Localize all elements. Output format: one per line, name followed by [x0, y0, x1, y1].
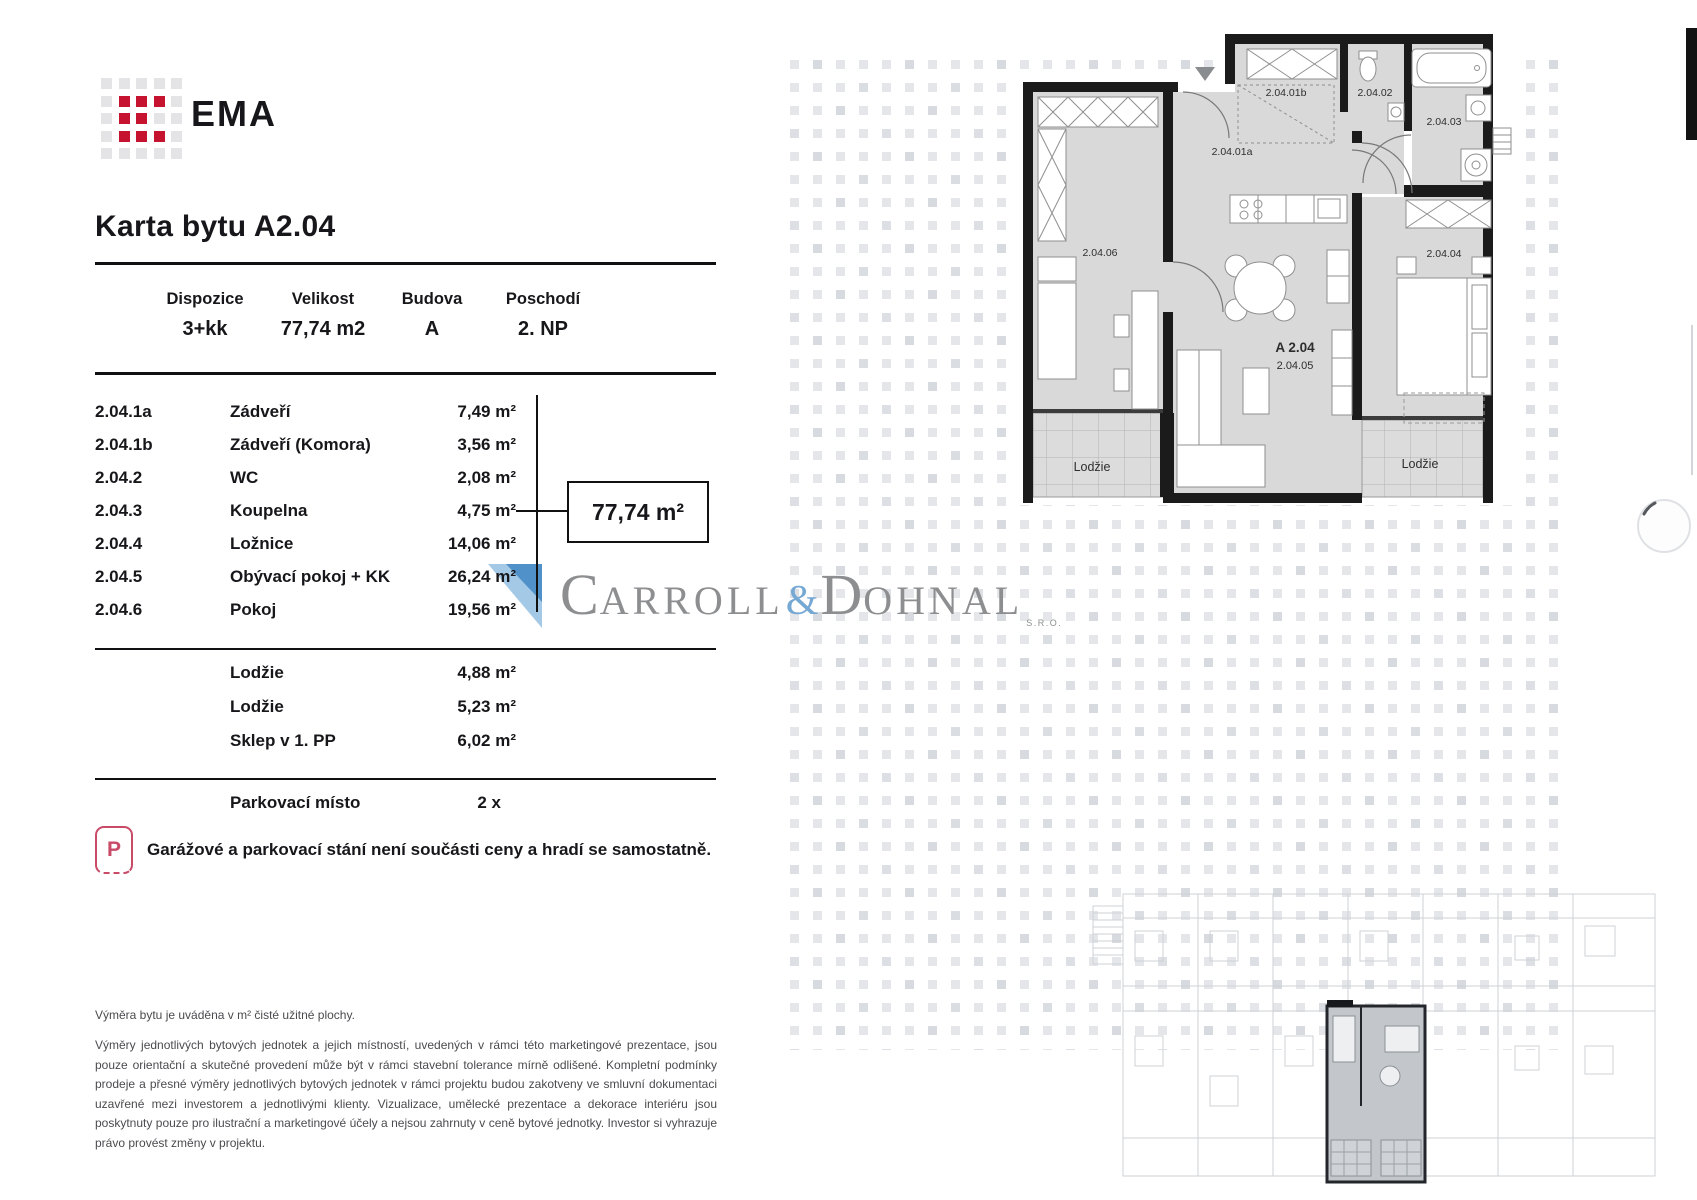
summary-col-poschodi: Poschodí 2. NP [505, 290, 581, 340]
unit-label: A 2.04 [1275, 340, 1315, 355]
table-row: 2.04.5 Obývací pokoj + KK 26,24 m² [95, 567, 516, 586]
summary-col-velikost: Velikost 77,74 m2 [280, 290, 366, 340]
table-row: Lodžie 5,23 m² [230, 697, 516, 716]
page-title: Karta bytu A2.04 [95, 210, 336, 243]
table-row: Sklep v 1. PP 6,02 m² [230, 731, 516, 750]
divider [95, 262, 716, 265]
floor-overview-miniplan [1085, 876, 1675, 1200]
parking-note: Garážové a parkovací stání není součásti ceny a hradí se samostatně. [147, 840, 712, 859]
watermark-ampersand: & [785, 578, 819, 624]
disclaimer-paragraph: Výměry jednotlivých bytových jednotek a jejich místností, uvedených v rámci této marketingové prezentace, jsou pouze orientační a skutečné provedení může být v rámci stavební tolerance mírně odlišené. Kompletní podmínky prodeje a přesné výměry jednotlivých bytových jednotek v rámci projektu budou zakotveny ve smluvní dokumentaci uzavřené mezi investorem a jednotlivými klienty. Vizualizace, umělecké prezentace a dekorace interiéru jsou poskytnuty pouze pro ilustrační a marketingové účely a nejsou zahrnuty v ceně bytové jednotky. Investor si vyhrazuje právo provést změny v projektu. [95, 1038, 717, 1150]
brand-name: EMA [191, 93, 277, 134]
room-label-entry: 2.04.01a [1211, 146, 1253, 158]
divider [95, 372, 716, 375]
watermark-text: ARROLL [599, 578, 784, 623]
divider [95, 778, 716, 780]
table-row: Lodžie 4,88 m² [230, 663, 516, 682]
brand-logo [101, 78, 182, 159]
parking-row: Parkovací místo 2 x [230, 793, 501, 812]
table-row: 2.04.3 Koupelna 4,75 m² [95, 501, 516, 520]
bracket-line [536, 395, 538, 612]
bracket-connector [516, 510, 567, 512]
table-row: 2.04.4 Ložnice 14,06 m² [95, 534, 516, 553]
total-area-value: 77,74 m² [591, 498, 685, 525]
room-label-living: 2.04.05 [1276, 360, 1314, 372]
watermark-text: OHNAL [863, 578, 1024, 623]
highlighted-unit [1327, 1000, 1425, 1182]
divider [95, 648, 716, 650]
table-row: 2.04.6 Pokoj 19,56 m² [95, 600, 516, 619]
room-label-wc: 2.04.02 [1357, 87, 1393, 99]
room-label-komora: 2.04.01b [1265, 87, 1307, 99]
total-area-box [567, 481, 709, 543]
summary-col-dispozice: Dispozice 3+kk [166, 290, 244, 340]
loggia-left-label: Lodžie [1073, 460, 1111, 474]
table-row: 2.04.2 WC 2,08 m² [95, 468, 516, 487]
watermark-letter: C [560, 562, 600, 627]
parking-icon: P [95, 826, 133, 874]
room-label-room: 2.04.06 [1082, 247, 1118, 259]
table-row: 2.04.1a Zádveří 7,49 m² [95, 402, 516, 421]
logo-dot [101, 78, 112, 89]
watermark-sro: S.R.O. [1026, 618, 1063, 628]
circle-decoration [1630, 492, 1697, 562]
disclaimer-line: Výměra bytu je uváděna v m² čisté užitné plochy. [95, 1008, 355, 1022]
watermark-letter: D [820, 562, 864, 627]
loggia-right-label: Lodžie [1401, 457, 1439, 471]
table-row: 2.04.1b Zádveří (Komora) 3,56 m² [95, 435, 516, 454]
room-label-bedroom: 2.04.04 [1426, 248, 1462, 260]
adjacent-wall-mark [1686, 28, 1697, 140]
watermark-carroll-dohnal [488, 562, 1063, 628]
summary-col-budova: Budova A [401, 290, 463, 340]
floorplan [1020, 25, 1520, 505]
room-label-bath: 2.04.03 [1426, 116, 1462, 128]
edge-tick [1691, 325, 1693, 475]
